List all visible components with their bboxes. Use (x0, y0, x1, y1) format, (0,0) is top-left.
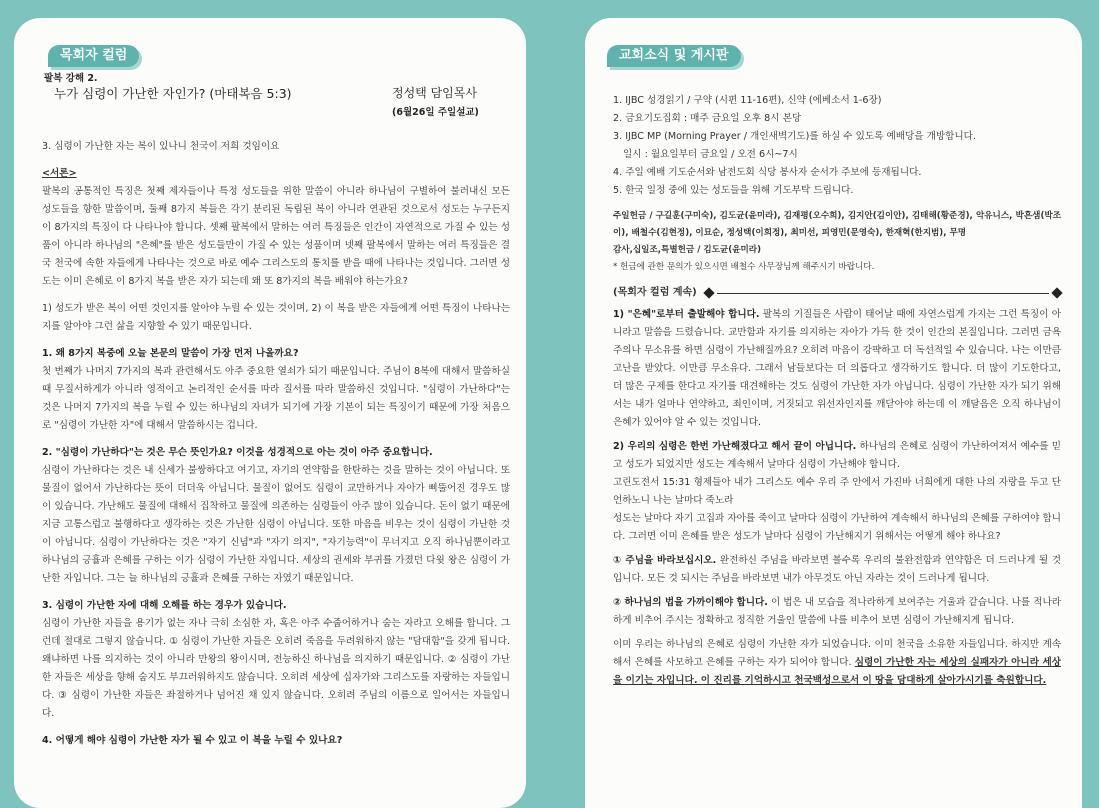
pastor-name: 정성택 담임목사 (392, 86, 477, 100)
series-label: 팔복 강해 2. (44, 73, 98, 84)
paragraph-2-text: 하나님의 은혜로 심령이 가난하여져서 예수를 믿고 성도가 되었지만 성도는 계속해서 날마다 심령이 가난해야 합니다. (613, 441, 1061, 470)
paragraph-2-heading: 2) 우리의 심령은 한번 가난해졌다고 해서 끝이 아닙니다. (613, 441, 857, 452)
right-page (585, 18, 1082, 808)
question-2-text: 심령이 가난하다는 것은 내 신세가 불쌍하다고 여기고, 자기의 연약함을 한탄하는 것을 말하는 것이 아닙니다. 또 물질이 없어서 가난하다는 뜻이 더더욱 아닙니다. 물질이 없어도 심령이 교만하거나 자아가 삐뚤어진 경우도 많이 있습니다. 가난해도 물질에 대해서 집착하고 물질에 의존하는 심령들이 아주 많이 있습니다. 돈이 없기 때문에 지금 고통스럽고 불행하다고 생각하는 것은 가난한 심령이 아닙니다. 또한 마음을 비우는 것이 심령이 가난한 것이 아닙니다. 심령이 가난하다는 것은 "자기 신념"과 "자기 의지", "자기능력"이 무너지고 오직 하나님뿐이라고 하나님의 긍휼과 은혜를 구하는 이가 심령이 가난한 자입니다. 세상의 권세와 부귀를 가졌던 다윗 왕은 심령이 가난한 자입니다. 그는 늘 하나님의 긍휼과 은혜를 구하는 자였기 때문입니다. (42, 465, 510, 584)
notice-item: 5. 한국 일정 중에 있는 성도들을 위해 기도부탁 드립니다. (613, 185, 854, 196)
sermon-title-ref: (마태복음 5:3) (209, 86, 292, 101)
paragraph-4-heading: ② 하나님의 법을 가까이해야 합니다. (613, 597, 768, 608)
intro-paragraph-2: 1) 성도가 받은 복이 어떤 것인지를 알아야 누릴 수 있는 것이며, 2) 이 복을 받은 자들에게 어떤 특징이 나타나는지를 알아야 그런 삶을 지향할 수 있기 때문입니다. (42, 303, 510, 332)
sermon-title (54, 84, 292, 102)
notice-item: 2. 금요기도집회 : 매주 금요일 오후 8시 본당 (613, 113, 802, 124)
column-paragraph-3 (613, 552, 1061, 588)
offering-credits: 주일헌금 / 구길훈(구미숙), 김도균(윤미라), 김재평(오수희), 김지안(김이안), 김태해(황준경), 악유니스, 박흔샘(박조이), 배철수(김현정), 이묘순, 정성택(이희정), 최미선, 피영민(문영숙), 한재혁(한지범), 무명 (613, 211, 1061, 238)
paragraph-2-text-2: 성도는 날마다 자기 고집과 자아를 죽이고 날마다 심령이 가난하여 계속해서 하나님의 은혜를 구하여야 합니다. 그러면 이미 은혜를 받은 성도가 날마다 심령이 가난해지기 위해서는 어떻게 해야 하나요? (613, 513, 1061, 542)
notice-item: 4. 주일 예배 기도순서와 남전도회 식당 봉사자 순서가 주보에 등재됩니다. (613, 167, 922, 178)
diamond-right-icon (1051, 287, 1062, 298)
divider-line (717, 293, 1049, 294)
section-tab-church-news: 교회소식 및 게시판 (607, 45, 741, 67)
question-2-heading: 2. "심령이 가난하다"는 것은 무슨 뜻인가요? 이것을 성경적으로 아는 것이 아주 중요합니다. (42, 447, 433, 458)
paragraph-3-heading: ① 주님을 바라보십시오. (613, 555, 717, 566)
paragraph-4-text: 이 법은 내 모습을 적나라하게 보여주는 거울과 같습니다. 나를 적나라하게 비추어 주시는 정확하고 정직한 거울인 말씀에 나를 비추어 보면 심령이 가난해지게 됩니다. (613, 597, 1061, 626)
notice-list (613, 92, 1061, 200)
question-3-heading: 3. 심령이 가난한 자에 대해 오해를 하는 경우가 있습니다. (42, 600, 287, 611)
column-paragraph-5 (613, 636, 1061, 690)
paragraph-1-heading: 1) "은혜"로부터 출발해야 합니다. (613, 309, 760, 320)
thanks-credits: 감사,십일조,특별헌금 / 김도균(윤미라) (613, 245, 762, 255)
section-tab-pastor-column: 목회자 컬럼 (48, 45, 139, 67)
intro-paragraph: 팔복의 공통적인 특징은 첫째 제자들이나 특정 성도들을 위한 말씀이 아니라 하나님이 구별하여 불러내신 모든 성도들을 향한 말씀이며, 둘째 8가지 복들은 각기 분리된 독립된 복이 아니라 연관된 것으로서 성도는 누구든지 이 8가지의 특징이 다 나타나야 합니다. 셋째 팔복에서 말하는 여러 특징들은 인간이 자연적으로 가질 수 있는 성품이 아니라 하나님의 "은혜"를 받은 성도들만이 가질 수 있는 성품이며 넷째 팔복에서 말하는 여러 특징들은 결국 천국에 속한 자들에게 나타나는 것으로 바로 예수 그리스도의 통치를 받을 때에 나타나는 것입니다. 그러면 성도는 이미 은혜로 이 8가지 복을 받은 자가 되는데 왜 또 8가지의 복을 배워야 하는가요? (42, 186, 510, 287)
question-1-text: 첫 번째가 나머지 7가지의 복과 관련해서도 아주 중요한 열쇠가 되기 때문입니다. 주님이 8복에 대해서 말씀하실 때 무질서하게가 아니라 영적이고 논리적인 순서를 따라 질서를 따라 말씀하신 것입니다. "심령이 가난하다"는 것은 나머지 7가지의 복을 누릴 수 있는 하나님의 자녀가 되기에 가장 기본이 되는 특징이기 때문에 가장 처음으로 "심령이 가난한 자"에 대해서 말씀하시는 겁니다. (42, 366, 510, 431)
column-paragraph-2 (613, 438, 1061, 474)
credits-note: * 헌금에 관한 문의가 있으시면 배철수 사무장님께 해주시기 바랍니다. (613, 262, 875, 272)
paragraph-1-text: 팔복의 기질들은 사람이 태어날 때에 자연스럽게 가지는 그런 특징이 아니라고 말씀을 드렸습니다. 교만함과 자기를 의지하는 자아가 가득 한 것이 인간의 본질입니다. 그러면 금욕주의나 무소유를 하면 심령이 가난해질까요? 오히려 마음이 강퍅하고 더 독선적일 수 있습니다. 나는 이만큼 고난을 받았다. 이만큼 무소유다. 그래서 남들보다는 더 의롭다고 생각하기도 합니다. 더 많이 기도한다고, 더 많은 구제를 한다고 자기를 대견해하는 것도 심령이 가난한 자가 아닙니다. 심령이 가난한 자가 되기 위해서는 내가 얼마나 연약하고, 죄인이며, 거짓되고 위선자인지를 깨닫아야 하는데 이 깨달음은 오직 하나님이 은혜가 있어야 알 수 있는 것입니다. (613, 309, 1061, 428)
sermon-title-main: 누가 심령이 가난한 자인가? (54, 86, 206, 101)
notice-item: 3. IJBC MP (Morning Prayer / 개인새벽기도)를 하실 수 있도록 예배당을 개방합니다. (613, 131, 976, 142)
question-4-heading: 4. 어떻게 해야 심령이 가난한 자가 될 수 있고 이 복을 누릴 수 있나요? (42, 735, 343, 746)
column-continued-label: (목회자 컬럼 계속) (613, 287, 697, 298)
notices-section (613, 92, 1061, 696)
paragraph-5-text: 이미 우리는 하나님의 은혜로 심령이 가난한 자가 되었습니다. 이미 천국을 소유한 자들입니다. 하지만 계속해서 은혜를 사모하고 은혜를 구하는 자가 되어야 합니다. (613, 639, 1061, 668)
paragraph-2-verse: 고린도전서 15:31 형제들아 내가 그리스도 예수 우리 주 안에서 가진바 너희에게 대한 나의 자랑을 두고 단언하노니 나는 날마다 죽노라 (613, 477, 1061, 506)
column-paragraph-1 (613, 306, 1061, 432)
closing-blessing: 심령이 가난한 자는 세상의 실패자가 아니라 세상을 이기는 자입니다. 이 진리를 기억하시고 천국백성으로서 이 땅을 담대하게 살아가시기를 축원합니다. (613, 657, 1061, 686)
column-paragraph-4 (613, 594, 1061, 630)
question-3-text: 심령이 가난한 자들을 용기가 없는 자나 극히 소심한 자, 혹은 아주 수줍어하거나 숨는 자라고 오해를 합니다. 그런데 절대로 그렇지 않습니다. ① 심령이 가난한 자들은 오히려 죽음을 두려워하지 않는 "담대함"을 갖게 됩니다. 왜냐하면 나를 의지하는 것이 아니라 만왕의 왕이시며, 전능하신 하나님을 의지하기 때문입니다. ② 심령이 가난한 자들은 세상을 향해 숨지도 부끄러워하지도 않습니다. 오히려 세상에 십자가와 그리스도를 자랑하는 자들입니다. ③ 심령이 가난한 자들은 좌절하거나 넘어진 채 있지 않습니다. 오히려 주님의 이름으로 일어서는 자들입니다. (42, 618, 510, 719)
notice-item: 1. IJBC 성경읽기 / 구약 (시편 11-16편), 신약 (에베소서 1-6장) (613, 95, 882, 106)
column-continued-header (613, 284, 1061, 302)
left-page (14, 18, 526, 808)
paragraph-3-text: 완전하신 주님을 바라보면 볼수록 우리의 불완전함과 연약함은 더 드러나게 될 것입니다. 모든 것 되시는 주님을 바라보면 내가 아무것도 아닌 자라는 것이 드러나게 됩니다. (613, 555, 1062, 584)
sermon-date: (6월26일 주일설교) (392, 107, 479, 118)
sermon-body (42, 138, 510, 750)
intro-label: <서론> (42, 168, 77, 179)
notice-item: 일시 : 월요일부터 금요일 / 오전 6시~7시 (623, 149, 798, 160)
question-1-heading: 1. 왜 8가지 복중에 오늘 본문의 말씀이 가장 먼저 나올까요? (42, 348, 299, 359)
scripture-verse: 3. 심령이 가난한 자는 복이 있나니 천국이 저희 것임이요 (42, 141, 280, 152)
diamond-left-icon (703, 287, 714, 298)
